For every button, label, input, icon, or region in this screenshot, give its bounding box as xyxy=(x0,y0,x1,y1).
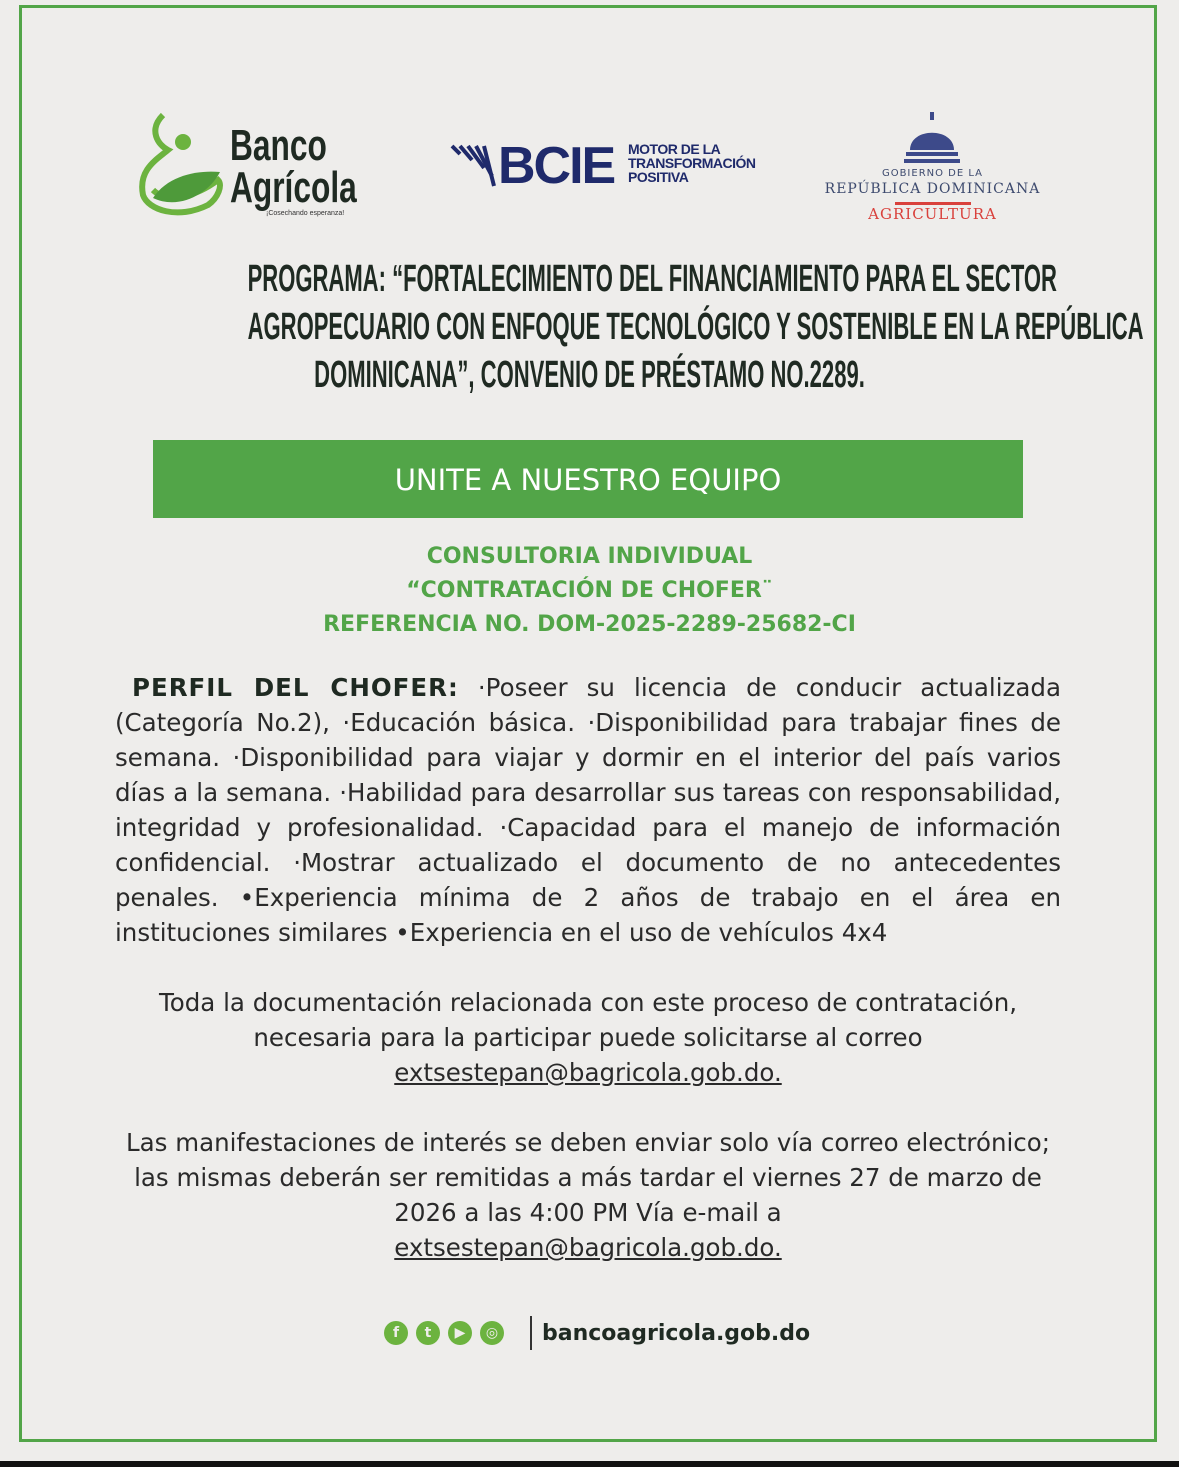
logo-text: Agrícola xyxy=(230,163,357,212)
stripes-icon xyxy=(450,144,500,189)
email-link[interactable]: extsestepan@bagricola.gob.do. xyxy=(394,1233,782,1262)
reference-number: REFERENCIA NO. DOM-2025-2289-25682-CI xyxy=(323,612,856,637)
footer xyxy=(384,1315,810,1351)
dome-icon xyxy=(902,112,962,164)
gobierno-agricultura-logo xyxy=(820,110,1045,225)
submission-text: Las manifestaciones de interés se deben enviar solo vía correo electrónico; las mismas deberán ser remitidas a más tardar el viernes 27 de marzo de 2026 a las 4:00 PM Vía e-mail a xyxy=(125,1128,1051,1227)
gob-country: REPÚBLICA DOMINICANA xyxy=(824,181,1041,197)
twitter-icon[interactable]: t xyxy=(416,1321,440,1345)
gob-ministry: AGRICULTURA xyxy=(868,205,997,223)
bcie-wordmark: BCIE xyxy=(498,137,615,195)
documentation-text: Toda la documentación relacionada con este proceso de contratación, necesaria para la participar puede solicitarse al correo xyxy=(158,988,1018,1052)
submission-paragraph xyxy=(100,1125,1076,1265)
bcie-sub: POSITIVA xyxy=(628,169,689,185)
banco-agricola-logo xyxy=(138,110,358,220)
youtube-icon[interactable]: ▶ xyxy=(448,1321,472,1345)
consultancy-type: CONSULTORIA INDIVIDUAL xyxy=(426,544,753,569)
bcie-sub: TRANSFORMACIÓN xyxy=(628,155,756,171)
facebook-icon[interactable]: f xyxy=(384,1321,408,1345)
documentation-paragraph xyxy=(100,985,1076,1090)
bottom-bar xyxy=(0,1461,1179,1467)
join-team-banner: UNITE A NUESTRO EQUIPO xyxy=(153,440,1023,518)
logo-tagline: ¡Cosechando esperanza! xyxy=(266,210,345,217)
logo-row xyxy=(0,105,1179,225)
title-line: AGROPECUARIO CON ENFOQUE TECNOLÓGICO Y SOSTENIBLE EN LA REPÚBLICA xyxy=(247,306,1144,348)
bcie-logo xyxy=(450,137,780,195)
consultancy-heading xyxy=(0,540,1179,642)
divider xyxy=(530,1316,532,1350)
profile-text: ·Poseer su licencia de conducir actualizada (Categoría No.2), ·Educación básica. ·Disponibilidad para trabajar fines de semana. ·Disponibilidad para viajar y dormir en el interior del país varios días a la semana. ·Habilidad para desarrollar sus tareas con responsabilidad, integridad y profesionalidad. ·Capacidad para el manejo de información confidencial. ·Mostrar actualizado el documento de no antecedentes penales. •Experiencia mínima de 2 años de trabajo en el área en instituciones similares •Experiencia en el uso de vehículos 4x4 xyxy=(115,673,1061,947)
website-link[interactable]: bancoagricola.gob.do xyxy=(542,1320,811,1346)
title-line: DOMINICANA”, CONVENIO DE PRÉSTAMO NO.2289. xyxy=(314,354,865,396)
instagram-icon[interactable]: ◎ xyxy=(480,1321,504,1345)
driver-profile xyxy=(115,670,1061,950)
title-line: PROGRAMA: “FORTALECIMIENTO DEL FINANCIAMIENTO PARA EL SECTOR xyxy=(247,258,1057,300)
sprout-icon xyxy=(138,110,228,220)
gob-label: GOBIERNO DE LA xyxy=(881,168,984,179)
profile-label: PERFIL DEL CHOFER: xyxy=(132,673,459,702)
email-link[interactable]: extsestepan@bagricola.gob.do. xyxy=(394,1058,782,1087)
bcie-sub: MOTOR DE LA xyxy=(628,141,721,157)
position-title: “CONTRATACIÓN DE CHOFER¨ xyxy=(406,578,773,603)
logo-text: Banco xyxy=(230,121,327,170)
program-title xyxy=(0,255,1179,399)
